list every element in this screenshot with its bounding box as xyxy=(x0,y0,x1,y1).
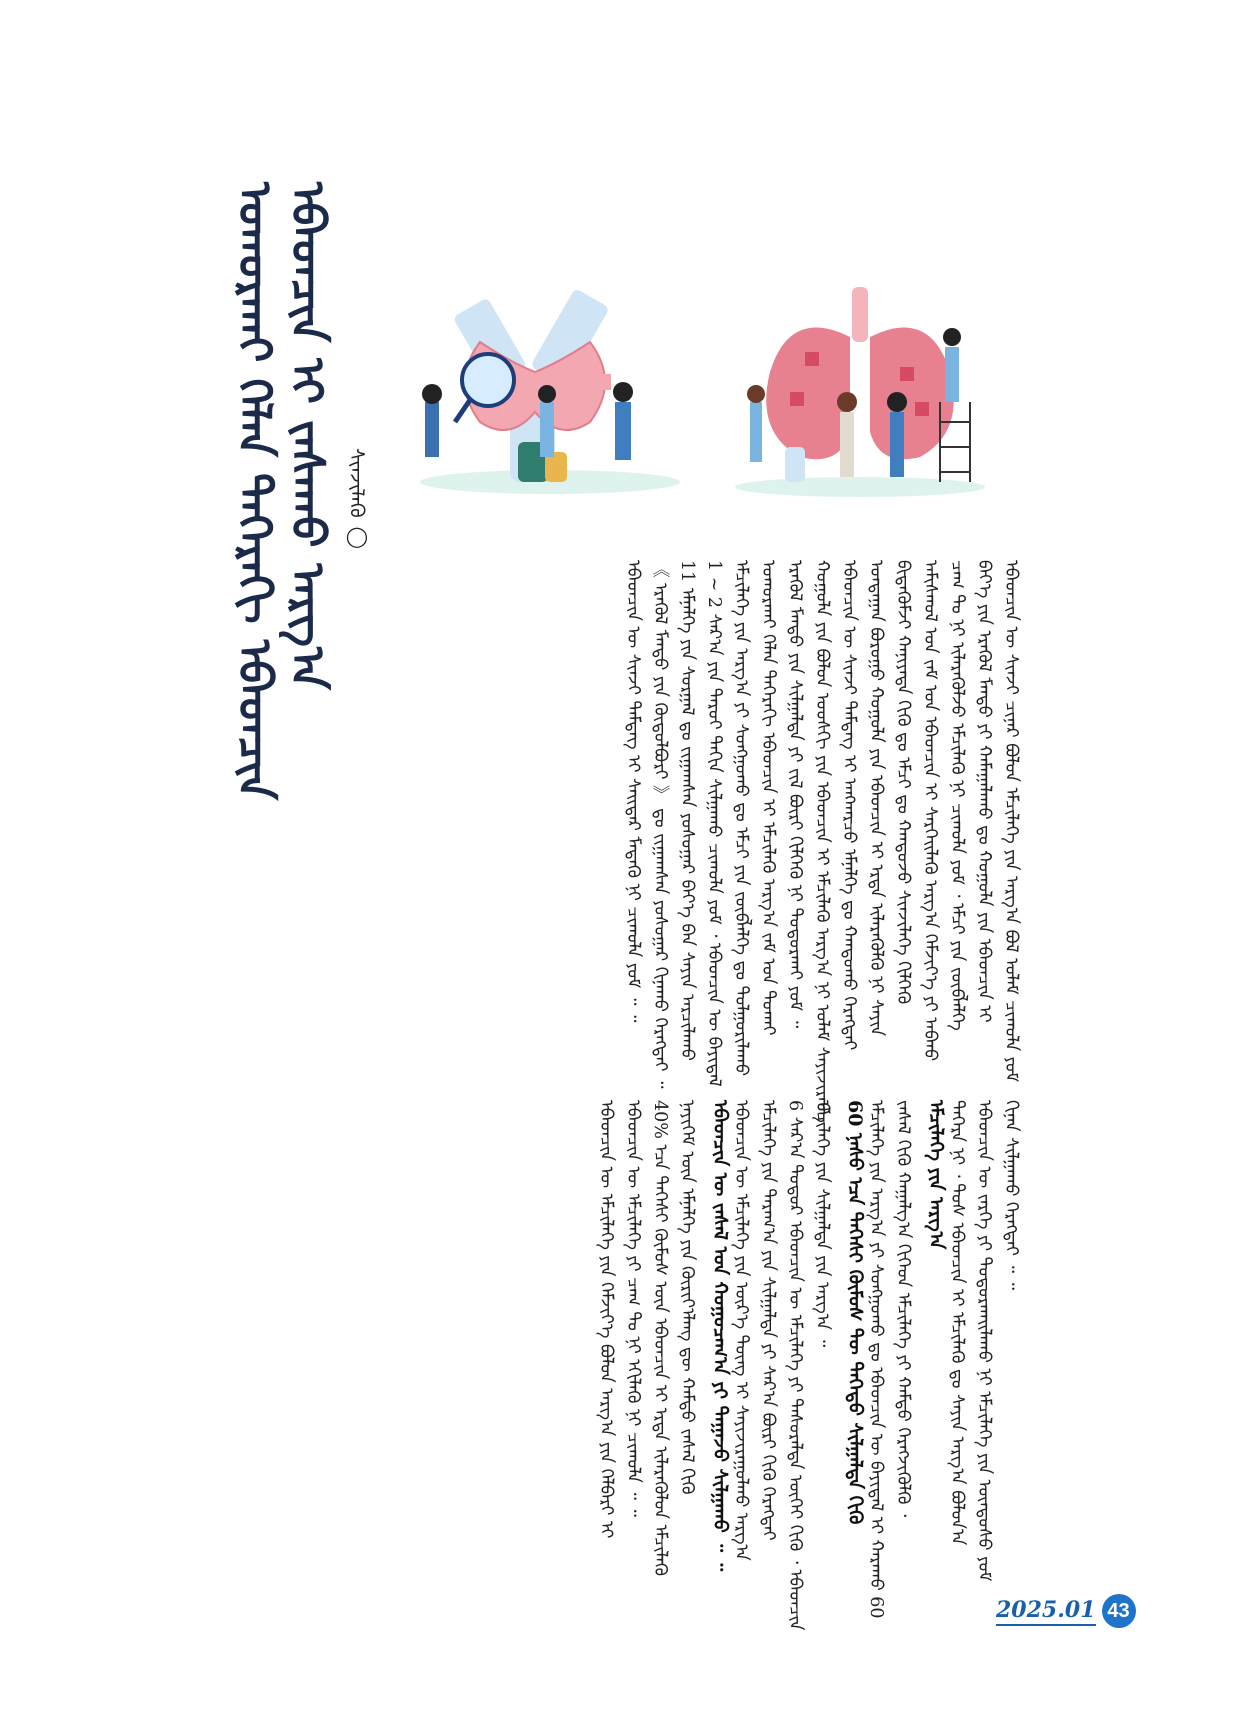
body-column: ᠡᠪᠡᠳᠴᠢᠨ ᠦ ᠡᠮᠴᠢᠯᠡᠭᠡ ᠶᠢᠨ ᠦᠷ᠎ᠡ ᠳᠦᠩ ᠢ ᠰᠠᠶᠢᠵᠢᠷᠠᠭᠤᠯᠬᠤ ᠠᠷᠭ᠎ᠠ xyxy=(731,1100,751,1561)
body-column: ᠬᠢᠨᠠᠨ ᠰᠢᠯᠭᠠᠬᠤ ᠬᠡᠷᠡᠭᠲᠡᠢ ᠃ ᠃ xyxy=(1001,1100,1021,1291)
body-column: 《 ᠡᠷᠡᠭᠦᠯ ᠮᠡᠨᠳᠦ ᠶᠢᠨ ᠬᠦᠲᠦᠯᠪᠦᠷᠢ 》 ᠳᠤ ᠵᠢᠭᠠᠭᠰᠠᠨ ᠶᠣᠰᠣᠭᠠᠷ ᠬᠢᠨᠠᠬᠤ ᠬᠡᠷᠡᠭᠲᠡᠢ ᠃ xyxy=(650,560,670,1089)
body-column: ᠪᠡᠶ᠎ᠡ ᠶᠢᠨ ᠡᠷᠡᠭᠦᠯ ᠮᠡᠨᠳᠦ ᠶᠢ ᠬᠠᠮᠠᠭᠠᠯᠠᠬᠤ ᠳᠤ ᠬᠣᠭᠣᠯᠠ ᠶᠢᠨ ᠡᠪᠡᠳᠴᠢᠨ ᠢ xyxy=(974,560,994,1023)
body-column: 11 ᠡᠮᠨᠡᠯᠭᠡ ᠶᠢᠨ ᠰᠤᠷᠭᠠᠯ ᠳᠤ ᠵᠢᠭᠠᠭᠰᠠᠨ ᠶᠣᠰᠣᠭᠠᠷ ᠪᠡᠶ᠎ᠡ ᠪᠡᠨ ᠰᠠᠶᠢᠨ ᠠᠷᠴᠢᠯᠠᠬᠤ xyxy=(677,560,697,1061)
body-column: ᠪᠢᠲᠡᠭᠦᠮᠵᠢ ᠬᠠᠨᠢᠶᠠᠳᠠ ᠬᠢᠬᠦ ᠳᠤ ᠡᠮᠴᠢ ᠳᠤ ᠬᠠᠨᠳᠤᠵᠤ ᠰᠢᠨᠵᠢᠯᠡᠬᠡ ᠬᠢᠯᠭᠡᠬᠦ xyxy=(893,560,913,1005)
body-column: ᠡᠪᠡᠳᠴᠢᠨ ᠦ ᠡᠮᠴᠢᠯᠡᠭᠡ ᠶᠢᠨ ᠬᠡᠮᠵᠢᠶ᠎ᠡ ᠪᠣᠯᠤᠨ ᠠᠷᠭ᠎ᠠ ᠶᠢᠨ ᠬᠡᠯᠪᠡᠷᠢ ᠢ xyxy=(596,1100,616,1539)
body-column: ᠨᠡᠶᠢᠭᠡᠮ ᠦᠨ ᠡᠮᠨᠡᠯᠭᠡ ᠶᠢᠨ ᠬᠦᠷᠢᠶ᠎ᠡᠯᠡᠩ ᠳᠦ ᠬᠠᠮᠲᠤ ᠵᠠᠰᠠᠯ ᠬᠢᠬᠦ xyxy=(677,1100,697,1495)
body-column: 40% ᠡᠴᠡ ᠳᠡᠭᠡᠰᠢ ᠬᠦᠮᠦᠰ ᠦᠨ ᠡᠪᠡᠳᠴᠢᠨ ᠢ ᠡᠷᠲᠡ ᠢᠯᠡᠷᠡᠭᠦᠯᠦᠨ ᠡᠮᠴᠢᠯᠡᠬᠦ xyxy=(650,1100,670,1576)
page-number: 43 xyxy=(1102,1594,1136,1628)
body-column: ᠴᠠᠭ ᠲᠤ ᠨᠢ ᠢᠯᠡᠷᠡᠭᠦᠯᠵᠦ ᠡᠮᠴᠢᠯᠡᠬᠦ ᠨᠢ ᠴᠢᠬᠤᠯᠠ ᠶᠤᠮ ᠂ ᠡᠮᠴᠢ ᠶᠢᠨ ᠵᠦᠪᠯᠡᠯᠭᠡ xyxy=(947,560,967,1031)
body-column: ᠡᠮᠴᠢᠯᠡᠭᠡ ᠶᠢᠨ ᠰᠢᠯᠭᠠᠯᠲᠠ ᠶᠢᠨ ᠠᠷᠭ᠎ᠠ ᠃ xyxy=(812,1100,832,1348)
body-column: ᠤᠨᠳᠠᠭᠠᠨ ᠪᠤᠷᠤᠭᠤ ᠬᠣᠭᠣᠯᠠ ᠶᠢᠨ ᠡᠪᠡᠳᠴᠢᠨ ᠢ ᠡᠷᠲᠡ ᠢᠯᠡᠷᠡᠭᠦᠯᠬᠦ ᠨᠢ ᠰᠠᠶᠢᠨ xyxy=(866,560,886,1037)
body-column: ᠡᠪᠡᠳᠴᠢᠨ ᠦ ᠰᠢᠨᠵᠢ ᠲᠡᠮᠳᠡᠭ ᠢ ᠠᠩᠬᠠᠷᠴᠤ ᠡᠮᠨᠡᠯᠭᠡ ᠳᠤ ᠬᠠᠨᠳᠤᠬᠤ ᠬᠡᠷᠡᠭᠲᠡᠢ xyxy=(839,560,859,1051)
body-column: ᠠᠮᠢᠰᠬᠤᠯ ᠤᠨ ᠵᠠᠮ ᠤᠨ ᠡᠪᠡᠳᠴᠢᠨ ᠢ ᠰᠡᠷᠭᠡᠢᠯᠡᠬᠦ ᠠᠷᠭ᠎ᠠ ᠬᠡᠮᠵᠢᠶ᠎ᠡ ᠶᠢ ᠠᠪᠬᠤ xyxy=(920,560,940,1062)
body-column: ᠡᠪᠡᠳᠴᠢᠨ ᠦ ᠰᠢᠨᠵᠢ ᠲᠡᠮᠳᠡᠭ ᠢ ᠰᠠᠢᠲᠠᠷ ᠮᠡᠳᠡᠬᠦ ᠨᠢ ᠴᠢᠬᠤᠯᠠ ᠶᠤᠮ ᠃ ᠃ xyxy=(623,560,643,1023)
page-footer xyxy=(996,1594,1136,1628)
body-column: ᠡᠮᠴᠢᠯᠡᠭᠡ ᠶᠢᠨ ᠳᠠᠷᠠᠭ᠎ᠠ ᠶᠢᠨ ᠰᠢᠯᠭᠠᠯᠲᠠ ᠶᠢ ᠰᠠᠷ᠎ᠠ ᠪᠦᠷᠢ ᠬᠢᠬᠦ ᠬᠡᠷᠡᠭᠲᠡᠢ xyxy=(758,1100,778,1541)
body-column: ᠡᠪᠡᠳᠴᠢᠨ ᠦ ᠵᠡᠷᠭᠡ ᠶᠢ ᠲᠣᠳᠣᠷᠬᠠᠢᠯᠠᠬᠤ ᠨᠢ ᠡᠮᠴᠢᠯᠡᠭᠡ ᠶᠢᠨ ᠦᠨᠳᠦᠰᠦ ᠶᠤᠮ xyxy=(974,1100,994,1582)
body-column: ᠵᠠᠰᠠᠯ ᠬᠢᠬᠦ ᠬᠠᠭᠠᠯᠭ᠎ᠠ ᠬᠢᠭᠡᠳ ᠡᠮᠴᠢᠯᠡᠭᠡ ᠶᠢ ᠬᠠᠮᠲᠤ ᠬᠡᠷᠡᠭᠵᠢᠭᠦᠯᠬᠦ ᠂ xyxy=(893,1100,913,1518)
body-column: ᠡᠷᠡᠭᠦᠯ ᠮᠡᠨᠳᠦ ᠶᠢᠨ ᠰᠢᠯᠭᠠᠯᠲᠠ ᠶᠢ ᠵᠢᠯ ᠪᠦᠷᠢ ᠬᠢᠯᠭᠡᠬᠦ ᠨᠢ ᠳᠤᠳᠤᠷᠬᠠᠢ ᠶᠤᠮ ᠃ xyxy=(785,560,805,1029)
section-heading: ᠡᠮᠴᠢᠯᠡᠭᠡ ᠶᠢᠨ ᠠᠷᠭ᠎ᠠ xyxy=(925,1100,947,1250)
body-column: ᠳᠡᠭᠡᠷᠡ ᠨᠢ ᠂ ᠲᠤᠰ ᠡᠪᠡᠳᠴᠢᠨ ᠢ ᠡᠮᠴᠢᠯᠡᠬᠦ ᠳᠤ ᠰᠠᠶᠢᠨ ᠠᠷᠭ᠎ᠠ ᠪᠣᠯᠤᠨ᠎ᠠ xyxy=(947,1100,967,1546)
body-column: 1 ~ 2 ᠰᠠᠷ᠎ᠠ ᠶᠢᠨ ᠳᠠᠷᠤᠢ ᠳᠠᠬᠢᠨ ᠰᠢᠯᠭᠠᠬᠤ ᠴᠢᠬᠤᠯᠠ ᠶᠤᠮ ᠂ ᠡᠪᠡᠳᠴᠢᠨ ᠦ ᠪᠠᠶᠢᠳᠠᠯ xyxy=(704,560,724,1087)
body-column: ᠡᠪᠡᠳᠴᠢᠨ ᠦ ᠰᠢᠨᠵᠢ ᠴᠢᠨᠠᠷ ᠪᠣᠯᠤᠨ ᠡᠮᠴᠢᠯᠡᠭᠡ ᠶᠢᠨ ᠠᠷᠭ᠎ᠠ ᠪᠣᠯ ᠤᠯᠠᠮ ᠴᠢᠬᠤᠯᠠ ᠶᠤᠮ xyxy=(1001,560,1021,1083)
issue-date: 2025.01 xyxy=(996,1597,1096,1626)
thyroid-illustration xyxy=(410,282,690,522)
article-title-line-2: ᠡᠪᠡᠳᠴᠢᠨ ᠢ ᠵᠠᠰᠠᠬᠤ ᠠᠷᠭ᠎ᠠ xyxy=(281,182,335,690)
body-column: ᠬᠣᠭᠣᠯᠠ ᠶᠢᠨ ᠪᠣᠯᠤᠨ ᠤᠤᠰᠬᠢ ᠶᠢᠨ ᠡᠪᠡᠳᠴᠢᠨ ᠢ ᠡᠮᠴᠢᠯᠡᠬᠦ ᠠᠷᠭ᠎ᠠ ᠨᠢ ᠤᠯᠠᠮ ᠰᠠᠶᠢᠵᠢᠷᠠᠪᠠ xyxy=(812,560,832,1123)
lungs-illustration xyxy=(730,282,990,522)
section-heading: ᠡᠪᠡᠳᠴᠢᠨ ᠦ ᠵᠠᠰᠠᠯ ᠤᠨ ᠬᠤᠭᠤᠴᠠᠭ᠎ᠠ ᠶᠢ ᠳᠠᠭᠠᠵᠤ ᠰᠢᠯᠭᠠᠬᠤ ᠃ ᠃ xyxy=(709,1100,731,1572)
body-column: 6 ᠰᠠᠷ᠎ᠠ ᠳᠤᠲᠤᠷ ᠡᠪᠡᠳᠴᠢᠨ ᠦ ᠡᠮᠴᠢᠯᠡᠭᠡ ᠶᠢ ᠲᠠᠰᠤᠷᠠᠯᠲᠠ ᠦᠭᠡᠢ ᠬᠢᠬᠦ ᠂ ᠡᠪᠡᠳᠴᠢᠨ xyxy=(785,1100,805,1631)
body-column: ᠡᠮᠴᠢᠯᠡᠭᠡ ᠶᠢᠨ ᠠᠷᠭ᠎ᠠ ᠶᠢ ᠰᠣᠩᠭᠣᠬᠤ ᠳᠤ ᠡᠪᠡᠳᠴᠢᠨ ᠦ ᠪᠠᠶᠢᠳᠠᠯ ᠢ ᠬᠠᠷᠠᠬᠤ 60 xyxy=(866,1100,886,1619)
article-title-line-1: ᠤᠬᠤᠷᠬᠠᠢ ᠬᠡᠯᠡᠨ ᠳᠡᠭᠡᠷᠡᠬᠢ ᠡᠪᠡᠳᠴᠢᠨ xyxy=(228,182,282,800)
section-heading: 60 ᠨᠠᠰᠤ ᠡᠴᠡ ᠳᠡᠭᠡᠰᠢ ᠬᠦᠮᠦᠰ ᠲᠦ ᠳᠡᠭᠡᠳᠦ ᠰᠢᠯᠭᠠᠯᠲᠠ ᠬᠢᠬᠦ xyxy=(844,1100,866,1525)
body-column: ᠤᠬᠤᠷᠬᠠᠢ ᠬᠡᠯᠡᠨ ᠳᠡᠭᠡᠷᠡᠬᠢ ᠡᠪᠡᠳᠴᠢᠨ ᠢ ᠡᠮᠴᠢᠯᠡᠬᠦ ᠠᠷᠭ᠎ᠠ ᠵᠠᠮ ᠤᠨ ᠲᠤᠬᠠᠢ xyxy=(758,560,778,1036)
body-column: ᠡᠮᠴᠢᠯᠡᠭᠡ ᠶᠢᠨ ᠠᠷᠭ᠎ᠠ ᠶᠢ ᠰᠣᠩᠭᠣᠬᠤ ᠳᠤ ᠡᠮᠴᠢ ᠶᠢᠨ ᠵᠦᠪᠯᠡᠯᠭᠡ ᠳᠤ ᠲᠤᠯᠭᠤᠷᠢᠯᠠᠬᠤ xyxy=(731,560,751,1076)
article-author: ᠰᠢᠨᠵᠢᠯᠡᠬᠦ ◯ xyxy=(345,448,369,549)
body-column: ᠡᠪᠡᠳᠴᠢᠨ ᠦ ᠡᠮᠴᠢᠯᠡᠭᠡ ᠶᠢ ᠴᠠᠭ ᠲᠤ ᠨᠢ ᠡᠬᠢᠯᠡᠬᠦ ᠨᠢ ᠴᠢᠬᠤᠯᠠ ᠃ ᠃ xyxy=(623,1100,643,1517)
